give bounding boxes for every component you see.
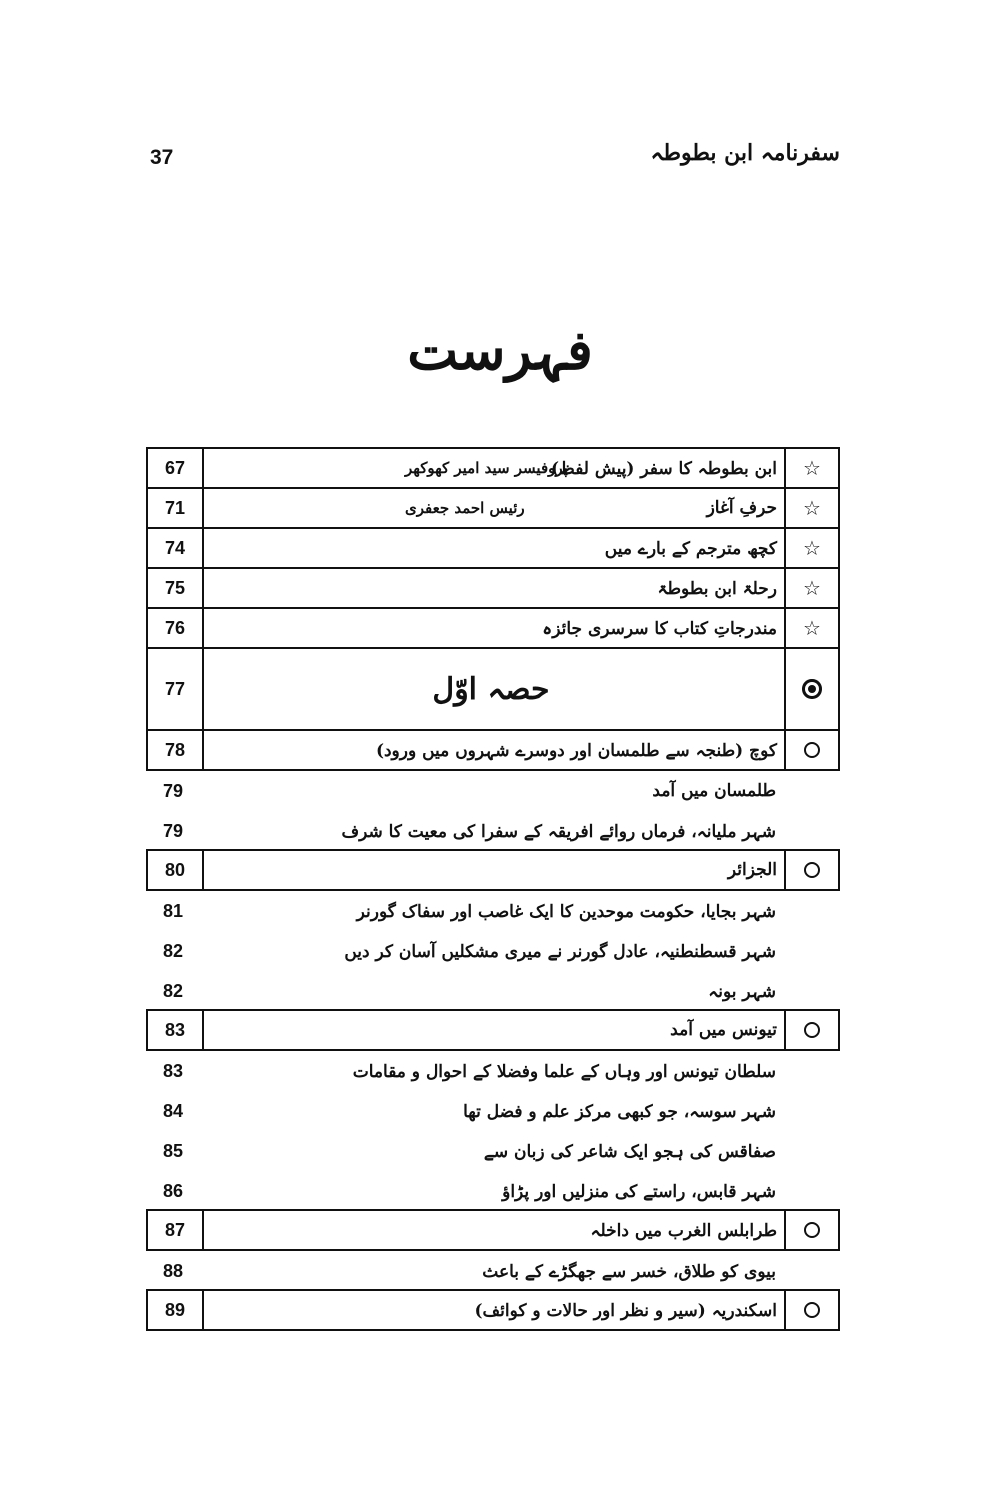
circle-icon (784, 731, 838, 769)
toc-row-tlemcen (146, 771, 840, 811)
toc-entry-author: پروفیسر سید امیر کھوکھر (405, 459, 568, 477)
toc-entry-title: الجزائر (727, 860, 777, 880)
star-icon: ☆ (784, 569, 838, 607)
circle-icon (784, 1011, 838, 1049)
toc-page-number: 82 (162, 980, 184, 1001)
toc-entry-title: صفاقس کی ہجو ایک شاعر کی زبان سے (483, 1141, 776, 1162)
toc-page-number: 88 (162, 1260, 184, 1281)
star-icon: ☆ (784, 529, 838, 567)
toc-entry-title: بیوی کو طلاق، خسر سے جھگڑے کے باعث (482, 1261, 776, 1282)
toc-page-number: 85 (162, 1140, 184, 1161)
toc-entry-title: شہر قابس، راستے کی منزلیں اور پڑاؤ (502, 1181, 776, 1202)
toc-page-number: 83 (162, 1060, 184, 1081)
toc-row-introduction (146, 487, 840, 529)
toc-row-rihla (146, 567, 840, 609)
toc-row-bejaia (146, 891, 840, 931)
table-of-contents (146, 447, 840, 1331)
toc-row-miliana (146, 811, 840, 851)
toc-page-number: 74 (148, 529, 204, 567)
star-icon: ☆ (784, 609, 838, 647)
toc-part-title-cell (205, 649, 783, 729)
toc-page-number: 83 (148, 1011, 204, 1049)
toc-entry-title: کوچ (طنجہ سے طلمسان اور دوسرے شہروں میں ورود) (375, 740, 777, 761)
toc-entry-title: سلطان تیونس اور وہاں کے علما وفضلا کے احوال و مقامات (352, 1061, 776, 1082)
part-title: حصہ اوّل (432, 671, 550, 707)
toc-entry-title: شہر سوسہ، جو کبھی مرکز علم و فضل تھا (463, 1101, 776, 1122)
toc-entry-title: حرفِ آغاز رئیس احمد جعفری (405, 498, 777, 518)
circle-icon (784, 1211, 838, 1249)
page-number: 37 (150, 146, 174, 169)
toc-entry-title: شہر بجایا، حکومت موحدین کا ایک غاصب اور سفاک گورنر (356, 901, 776, 922)
toc-row-sfax (146, 1131, 840, 1171)
toc-row-alexandria (146, 1289, 840, 1331)
toc-entry-title: اسکندریہ (سیر و نظر اور حالات و کوائف) (474, 1300, 777, 1321)
toc-row-algiers (146, 849, 840, 891)
toc-entry-title: طلمسان میں آمد (652, 781, 776, 801)
book-title: سفرنامہ ابن بطوطہ (650, 140, 840, 166)
toc-page-number: 71 (148, 489, 204, 527)
toc-page-number: 77 (148, 649, 204, 729)
toc-entry-author: رئیس احمد جعفری (405, 499, 525, 517)
toc-entry-title: طرابلس الغرب میں داخلہ (590, 1220, 777, 1241)
toc-page-number: 67 (148, 449, 204, 487)
toc-row-preface (146, 447, 840, 489)
toc-row-bona (146, 971, 840, 1011)
toc-page-number: 79 (162, 820, 184, 841)
toc-row-tripoli (146, 1209, 840, 1251)
toc-row-tunis (146, 1009, 840, 1051)
toc-page-number: 86 (162, 1180, 184, 1201)
toc-entry-title: ابن بطوطہ کا سفر (پیش لفظ) پروفیسر سید امیر کھوکھر (405, 458, 777, 479)
flower-icon (784, 649, 838, 729)
toc-page-number: 79 (162, 780, 184, 801)
toc-row-sousse (146, 1091, 840, 1131)
star-icon: ☆ (784, 489, 838, 527)
toc-page-number: 81 (162, 900, 184, 921)
toc-page-number: 78 (148, 731, 204, 769)
toc-row-divorce (146, 1251, 840, 1291)
toc-page-number: 75 (148, 569, 204, 607)
toc-page-number: 80 (148, 851, 204, 889)
page-title: فہرست (407, 318, 593, 382)
toc-row-sultan-tunis (146, 1051, 840, 1091)
toc-entry-title: تیونس میں آمد (670, 1020, 777, 1040)
toc-row-departure (146, 729, 840, 771)
toc-page-number: 84 (162, 1100, 184, 1121)
toc-entry-title: رحلۃ ابن بطوطۃ (657, 578, 777, 599)
toc-entry-title: شہر ملیانہ، فرماں روائے افریقہ کے سفرا کی معیت کا شرف (341, 821, 776, 842)
toc-row-translator (146, 527, 840, 569)
circle-icon (784, 851, 838, 889)
star-icon: ☆ (784, 449, 838, 487)
running-head (150, 140, 840, 180)
toc-entry-title: شہر قسطنطنیہ، عادل گورنر نے میری مشکلیں آسان کر دیں (344, 941, 776, 962)
toc-page-number: 82 (162, 940, 184, 961)
toc-page-number: 89 (148, 1291, 204, 1329)
toc-entry-title: کچھ مترجم کے بارے میں (604, 538, 777, 559)
toc-row-part-one (146, 647, 840, 731)
toc-row-constantine (146, 931, 840, 971)
toc-row-gabes (146, 1171, 840, 1211)
toc-entry-title: شہر بونہ (708, 981, 776, 1002)
toc-page-number: 87 (148, 1211, 204, 1249)
toc-page-number: 76 (148, 609, 204, 647)
toc-entry-title: مندرجاتِ کتاب کا سرسری جائزہ (542, 618, 777, 639)
circle-icon (784, 1291, 838, 1329)
toc-row-overview (146, 607, 840, 649)
